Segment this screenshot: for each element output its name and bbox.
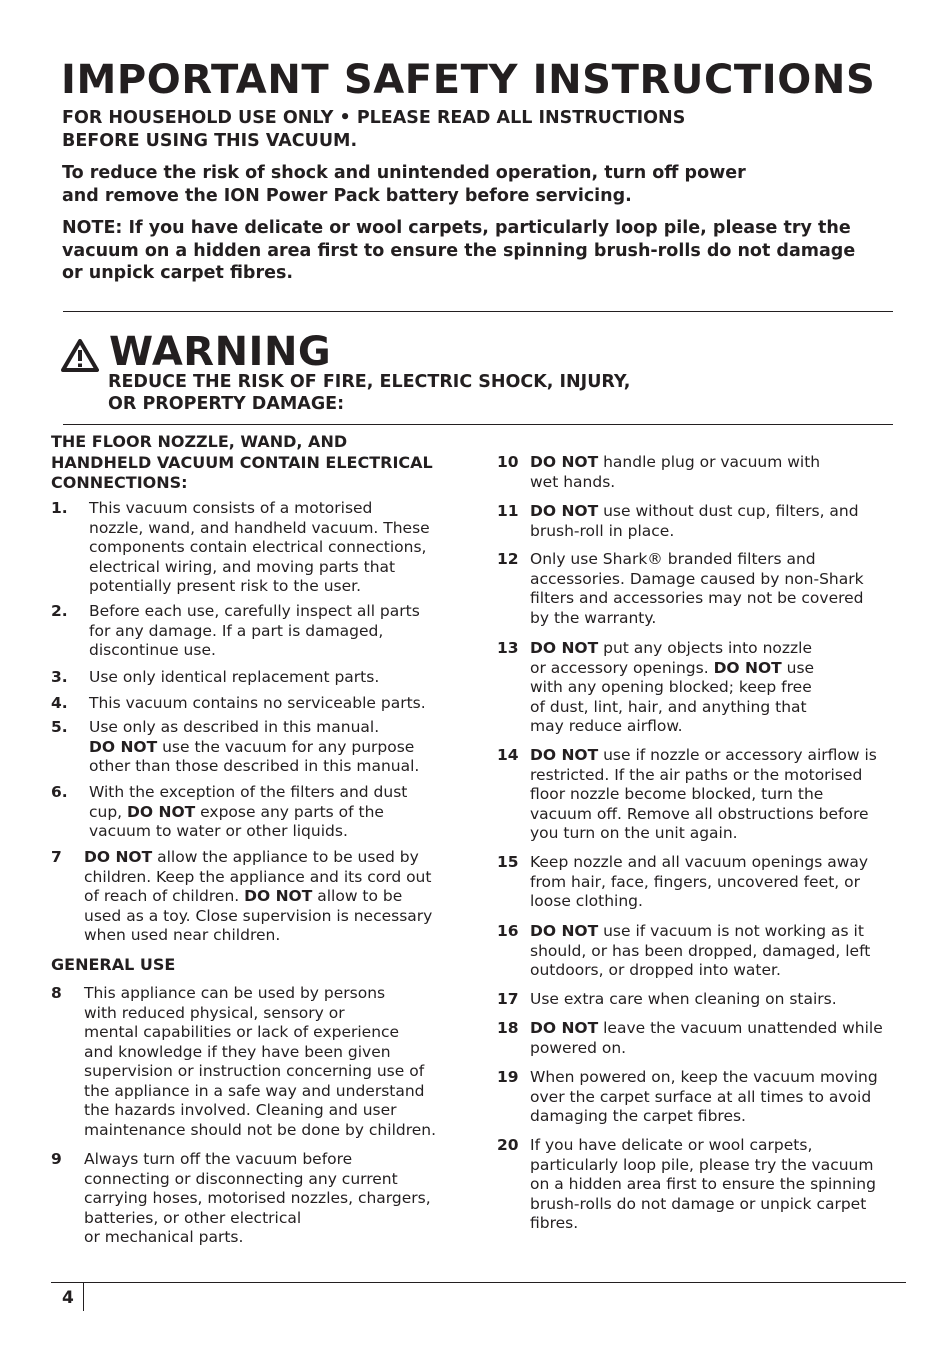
item-number: 13 <box>497 639 519 657</box>
carpet-note: NOTE: If you have delicate or wool carpets, particularly loop pile, please try the vacuum on a hidden area first to ensure the spinning brush-rolls do not damage or unpick carpet fibres. <box>62 218 856 283</box>
list-item <box>51 718 419 777</box>
item-number: 8 <box>51 984 62 1002</box>
item-text-body: Use extra care when cleaning on stairs. <box>530 990 837 1008</box>
item-number: 20 <box>497 1136 519 1154</box>
list-item <box>497 502 859 541</box>
divider-warning <box>63 424 893 425</box>
item-text-body: This vacuum contains no serviceable parts. <box>89 694 426 712</box>
item-text-tail: use with any opening blocked; keep free of dust, lint, hair, and anything that may reduce airflow. <box>530 658 815 735</box>
list-item <box>51 783 407 842</box>
item-number: 11 <box>497 502 519 520</box>
item-number: 9 <box>51 1150 62 1168</box>
item-text-body: This vacuum consists of a motorised nozzle, wand, and handheld vacuum. These components contain electrical connections, electrical wiring, and moving parts that potentially present risk to the user. <box>89 499 430 595</box>
divider-footer <box>51 1282 906 1283</box>
item-text-body: This appliance can be used by persons with reduced physical, sensory or mental capabilities or lack of experience and knowledge if they have been given supervision or instruction concerning use of the appliance in a safe way and understand the hazards involved. Cleaning and user maintenance should not be done by children. <box>84 984 437 1139</box>
item-number: 3. <box>51 668 68 686</box>
item-number: 10 <box>497 453 519 471</box>
item-text-body: leave the vacuum unattended while powered on. <box>530 1019 883 1057</box>
list-item <box>51 694 426 714</box>
list-item <box>51 848 432 946</box>
household-use-notice: FOR HOUSEHOLD USE ONLY • PLEASE READ ALL INSTRUCTIONS BEFORE USING THIS VACUUM. <box>62 108 686 151</box>
list-item <box>497 922 870 981</box>
item-number: 15 <box>497 853 519 871</box>
item-number: 14 <box>497 746 519 764</box>
list-item <box>497 1136 876 1234</box>
item-text <box>84 984 436 1140</box>
item-text <box>89 783 407 842</box>
item-text <box>530 990 837 1010</box>
item-number: 16 <box>497 922 519 940</box>
item-text <box>530 746 877 844</box>
page-number: 4 <box>62 1288 74 1308</box>
do-not-emphasis: DO NOT <box>530 746 599 764</box>
item-text <box>530 1136 876 1234</box>
item-text-body: Use only identical replacement parts. <box>89 668 380 686</box>
do-not-emphasis: DO NOT <box>530 453 599 471</box>
do-not-emphasis: DO NOT <box>530 502 599 520</box>
item-number: 6. <box>51 783 68 801</box>
item-text-body: If you have delicate or wool carpets, particularly loop pile, please try the vacuum on a hidden area first to ensure the spinning brush-rolls do not damage or unpick carpet fibres. <box>530 1136 876 1232</box>
section-heading-general-use: GENERAL USE <box>51 955 176 974</box>
item-text-body: handle plug or vacuum with wet hands. <box>530 453 821 491</box>
list-item <box>497 550 864 628</box>
item-text-body: use without dust cup, filters, and brush-roll in place. <box>530 502 859 540</box>
item-text-body: Before each use, carefully inspect all parts for any damage. If a part is damaged, discontinue use. <box>89 602 420 659</box>
item-text-body: allow the appliance to be used by children. Keep the appliance and its cord out of reach of children. <box>84 848 432 905</box>
item-text <box>530 550 864 628</box>
divider-top <box>63 311 893 312</box>
list-item <box>497 1068 878 1127</box>
item-number: 7 <box>51 848 62 866</box>
list-item <box>497 453 820 492</box>
list-item <box>51 668 379 688</box>
item-number: 5. <box>51 718 68 736</box>
item-text-body: Always turn off the vacuum before connecting or disconnecting any current carrying hoses, motorised nozzles, chargers, batteries, or other electrical or mechanical parts. <box>84 1150 431 1246</box>
item-text <box>89 499 430 597</box>
list-item <box>497 990 837 1010</box>
item-text <box>530 1019 883 1058</box>
item-text-body: use if vacuum is not working as it should, or has been dropped, damaged, left outdoors, or dropped into water. <box>530 922 871 979</box>
section-heading-electrical: THE FLOOR NOZZLE, WAND, AND HANDHELD VACUUM CONTAIN ELECTRICAL CONNECTIONS: <box>51 432 433 492</box>
item-text <box>89 718 419 777</box>
item-text-body: put any objects into nozzle or accessory openings. <box>530 639 812 677</box>
item-text <box>530 853 868 912</box>
item-text <box>84 848 432 946</box>
item-text-body: expose any parts of the vacuum to water or other liquids. <box>89 802 384 840</box>
item-text-body: When powered on, keep the vacuum moving over the carpet surface at all times to avoid damaging the carpet fibres. <box>530 1068 878 1125</box>
list-item <box>497 639 814 737</box>
list-item <box>497 853 868 912</box>
do-not-emphasis: DO NOT <box>530 922 599 940</box>
warning-subtitle: REDUCE THE RISK OF FIRE, ELECTRIC SHOCK, INJURY, OR PROPERTY DAMAGE: <box>108 372 631 414</box>
list-item <box>497 746 877 844</box>
item-number: 2. <box>51 602 68 620</box>
item-text <box>89 602 420 661</box>
do-not-emphasis: DO NOT <box>84 848 153 866</box>
item-text <box>84 1150 431 1248</box>
do-not-emphasis: DO NOT <box>127 802 196 821</box>
item-text <box>89 668 379 688</box>
item-text <box>89 694 426 714</box>
item-text <box>530 453 820 492</box>
servicing-notice: To reduce the risk of shock and unintended operation, turn off power and remove the ION Power Pack battery before servicing. <box>62 163 746 206</box>
item-text-body: Keep nozzle and all vacuum openings away from hair, face, fingers, uncovered feet, or loose clothing. <box>530 853 869 910</box>
item-number: 19 <box>497 1068 519 1086</box>
footer-divider-tick <box>83 1283 84 1311</box>
item-number: 4. <box>51 694 68 712</box>
list-item <box>51 984 436 1140</box>
do-not-emphasis: DO NOT <box>530 639 599 657</box>
do-not-emphasis: DO NOT <box>89 737 158 756</box>
item-text-tail: allow to be used as a toy. Close supervision is necessary when used near children. <box>84 887 433 944</box>
item-text-body: Only use Shark® branded filters and accessories. Damage caused by non-Shark filters and accessories may not be covered by the warranty. <box>530 550 864 627</box>
item-text-body: use if nozzle or accessory airflow is restricted. If the air paths or the motorised floor nozzle become blocked, turn the vacuum off. Remove all obstructions before you turn on the unit again. <box>530 746 877 842</box>
item-text-lead: With the exception of the filters and dust cup, <box>89 783 408 821</box>
item-text-body: use the vacuum for any purpose other than those described in this manual. <box>89 737 420 775</box>
item-number: 18 <box>497 1019 519 1037</box>
do-not-emphasis: DO NOT <box>530 1019 599 1037</box>
item-number: 17 <box>497 990 519 1008</box>
item-number: 12 <box>497 550 519 568</box>
list-item <box>51 1150 431 1248</box>
list-item <box>497 1019 883 1058</box>
list-item <box>51 602 420 661</box>
list-item <box>51 499 430 597</box>
warning-title: WARNING <box>109 329 332 375</box>
page-title: IMPORTANT SAFETY INSTRUCTIONS <box>61 57 876 103</box>
item-number: 1. <box>51 499 68 517</box>
warning-triangle-icon <box>61 339 99 372</box>
item-text-lead: Use only as described in this manual. <box>89 718 380 736</box>
item-text <box>530 502 859 541</box>
do-not-emphasis: DO NOT <box>713 658 782 677</box>
item-text <box>530 922 870 981</box>
item-text <box>530 639 814 737</box>
do-not-emphasis: DO NOT <box>244 887 313 905</box>
item-text <box>530 1068 878 1127</box>
